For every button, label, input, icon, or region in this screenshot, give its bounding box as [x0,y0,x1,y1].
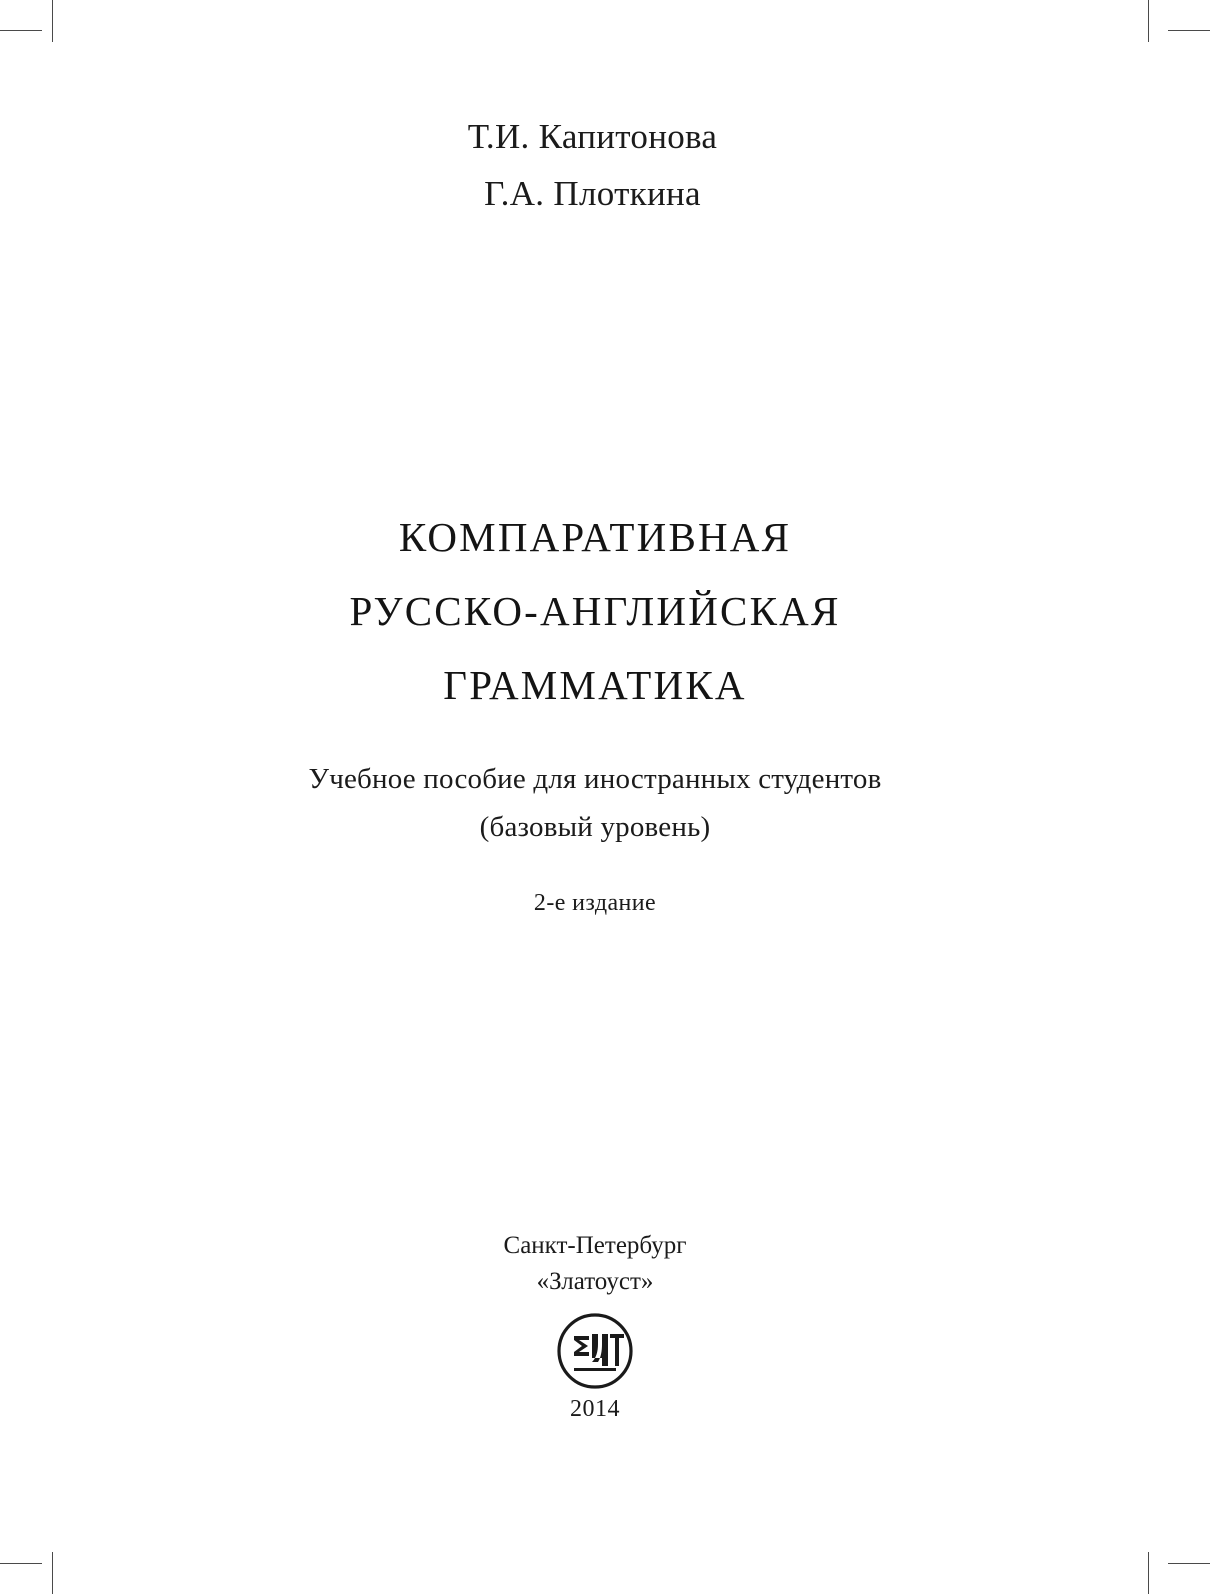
publisher-logo-wrap [0,1312,1190,1390]
author-name: Г.А. Плоткина [484,174,701,213]
author-name: Т.И. Капитонова [467,117,718,156]
subtitle-line: (базовый уровень) [479,811,711,843]
page-title [0,500,1190,722]
title-line: ГРАММАТИКА [443,662,747,708]
publication-year: 2014 [570,1396,620,1422]
imprint-block [0,1228,1190,1300]
edition-statement: 2-е издание [533,890,657,916]
authors-block [0,108,1185,222]
imprint-city: Санкт-Петербург [503,1232,687,1259]
subtitle-line: Учебное пособие для иностранных студентов [308,763,882,795]
zlatoust-publisher-logo-icon [556,1312,634,1390]
title-line: КОМПАРАТИВНАЯ [398,514,792,560]
imprint-publisher: «Златоуст» [536,1268,654,1295]
title-line: РУССКО-АНГЛИЙСКАЯ [349,588,841,634]
subtitle-block [0,755,1190,851]
